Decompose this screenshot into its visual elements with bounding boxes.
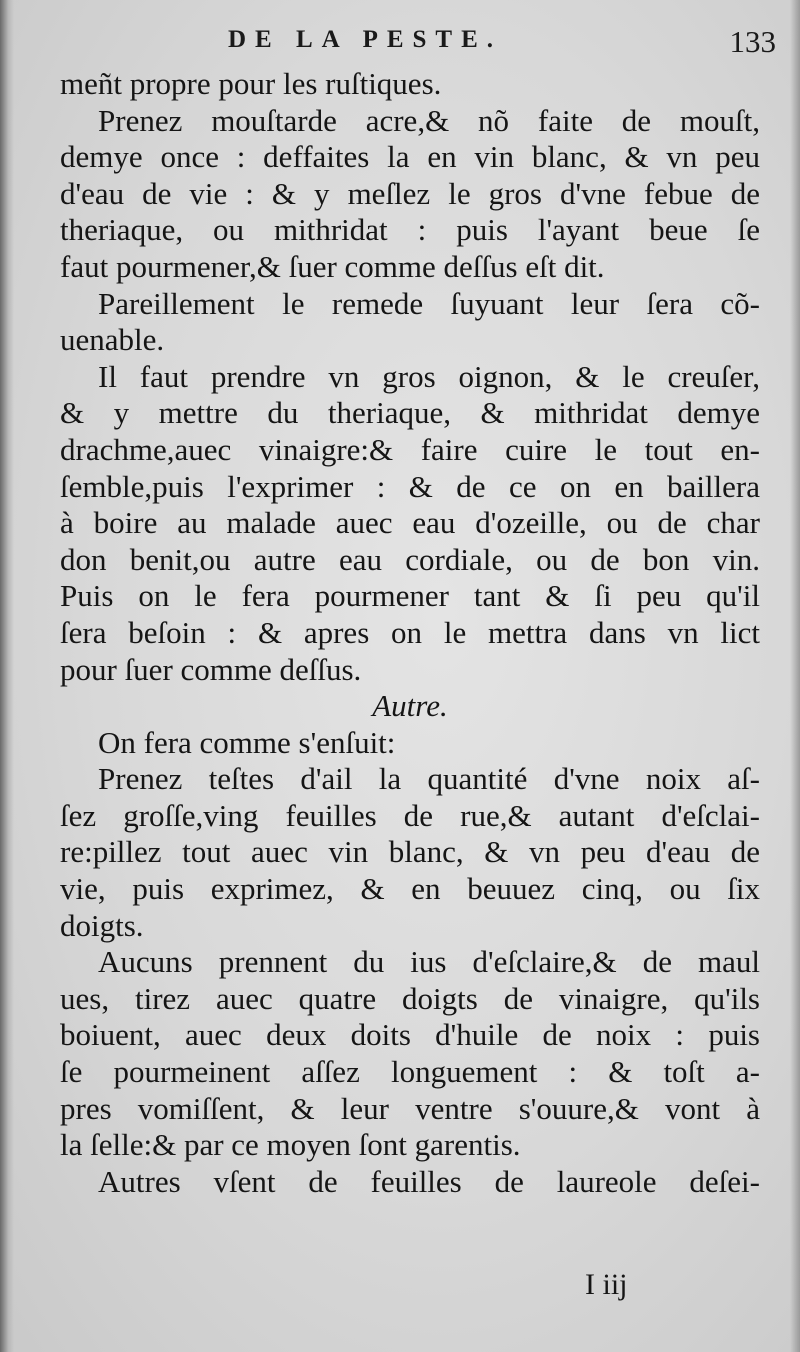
text-line: vie, puis exprimez, & en beuuez cinq, ou ſix [60, 871, 760, 907]
body-text [60, 66, 760, 1200]
text-line: ſera beſoin : & apres on le mettra dans vn lict [60, 614, 760, 650]
text-line: meñt propre pour les ruſtiques. [60, 66, 442, 101]
text-line: doigts. [60, 907, 144, 943]
running-head [60, 26, 790, 62]
text-line: uenable. [60, 322, 165, 358]
text-line: Prenez teſtes d'ail la quantité d'vne noix aſ- [98, 761, 760, 797]
text-line: Prenez mouſtarde acre,& nõ faite de mouſt, [98, 102, 760, 138]
signature-mark: I iij [585, 1268, 628, 1301]
text-line: pour ſuer comme deſſus. [60, 651, 362, 687]
text-line: faut pourmener,& ſuer comme deſſus eſt dit. [60, 248, 605, 284]
page-number: 133 [729, 24, 776, 59]
text-line: ſez groſſe,ving feuilles de rue,& autant d'eſclai- [60, 797, 760, 833]
text-line: Autres vſent de feuilles de laureole deſei- [98, 1163, 760, 1199]
text-line: & y mettre du theriaque, & mithridat demye [60, 395, 760, 431]
text-line: demye once : deffaites la en vin blanc, & vn peu [60, 139, 760, 175]
text-line: theriaque, ou mithridat : puis l'ayant beue ſe [60, 212, 760, 248]
running-title: DE LA PESTE. [228, 26, 503, 53]
page-gutter-shadow [0, 0, 14, 1352]
text-line: re:pillez tout auec vin blanc, & vn peu d'eau de [60, 834, 760, 870]
text-line: Aucuns prennent du ius d'eſclaire,& de maul [98, 944, 760, 980]
text-line: don benit,ou autre eau cordiale, ou de bon vin. [60, 541, 760, 577]
text-line: pres vomiſſent, & leur ventre s'ouure,& vont à [60, 1090, 760, 1126]
text-line: à boire au malade auec eau d'ozeille, ou de char [60, 505, 760, 541]
text-line: boiuent, auec deux doits d'huile de noix : puis [60, 1017, 760, 1053]
text-line: Il faut prendre vn gros oignon, & le creuſer, [98, 358, 760, 394]
page-edge-shadow [790, 0, 800, 1352]
text-line: ſe pourmeinent aſſez longuement : & toſt a- [60, 1054, 760, 1090]
text-line: drachme,auec vinaigre:& faire cuire le tout en- [60, 431, 760, 467]
text-line: Pareillement le remede ſuyuant leur ſera cõ- [98, 285, 760, 321]
text-line: On fera comme s'enſuit: [98, 724, 396, 760]
text-line: Puis on le fera pourmener tant & ſi peu qu'il [60, 578, 760, 614]
text-line: d'eau de vie : & y meſlez le gros d'vne febue de [60, 175, 760, 211]
section-heading: Autre. [372, 688, 448, 724]
text-line: ues, tirez auec quatre doigts de vinaigre, qu'ils [60, 980, 760, 1016]
text-line: ſemble,puis l'exprimer : & de ce on en baillera [60, 468, 760, 504]
text-line: la ſelle:& par ce moyen ſont garentis. [60, 1127, 521, 1163]
